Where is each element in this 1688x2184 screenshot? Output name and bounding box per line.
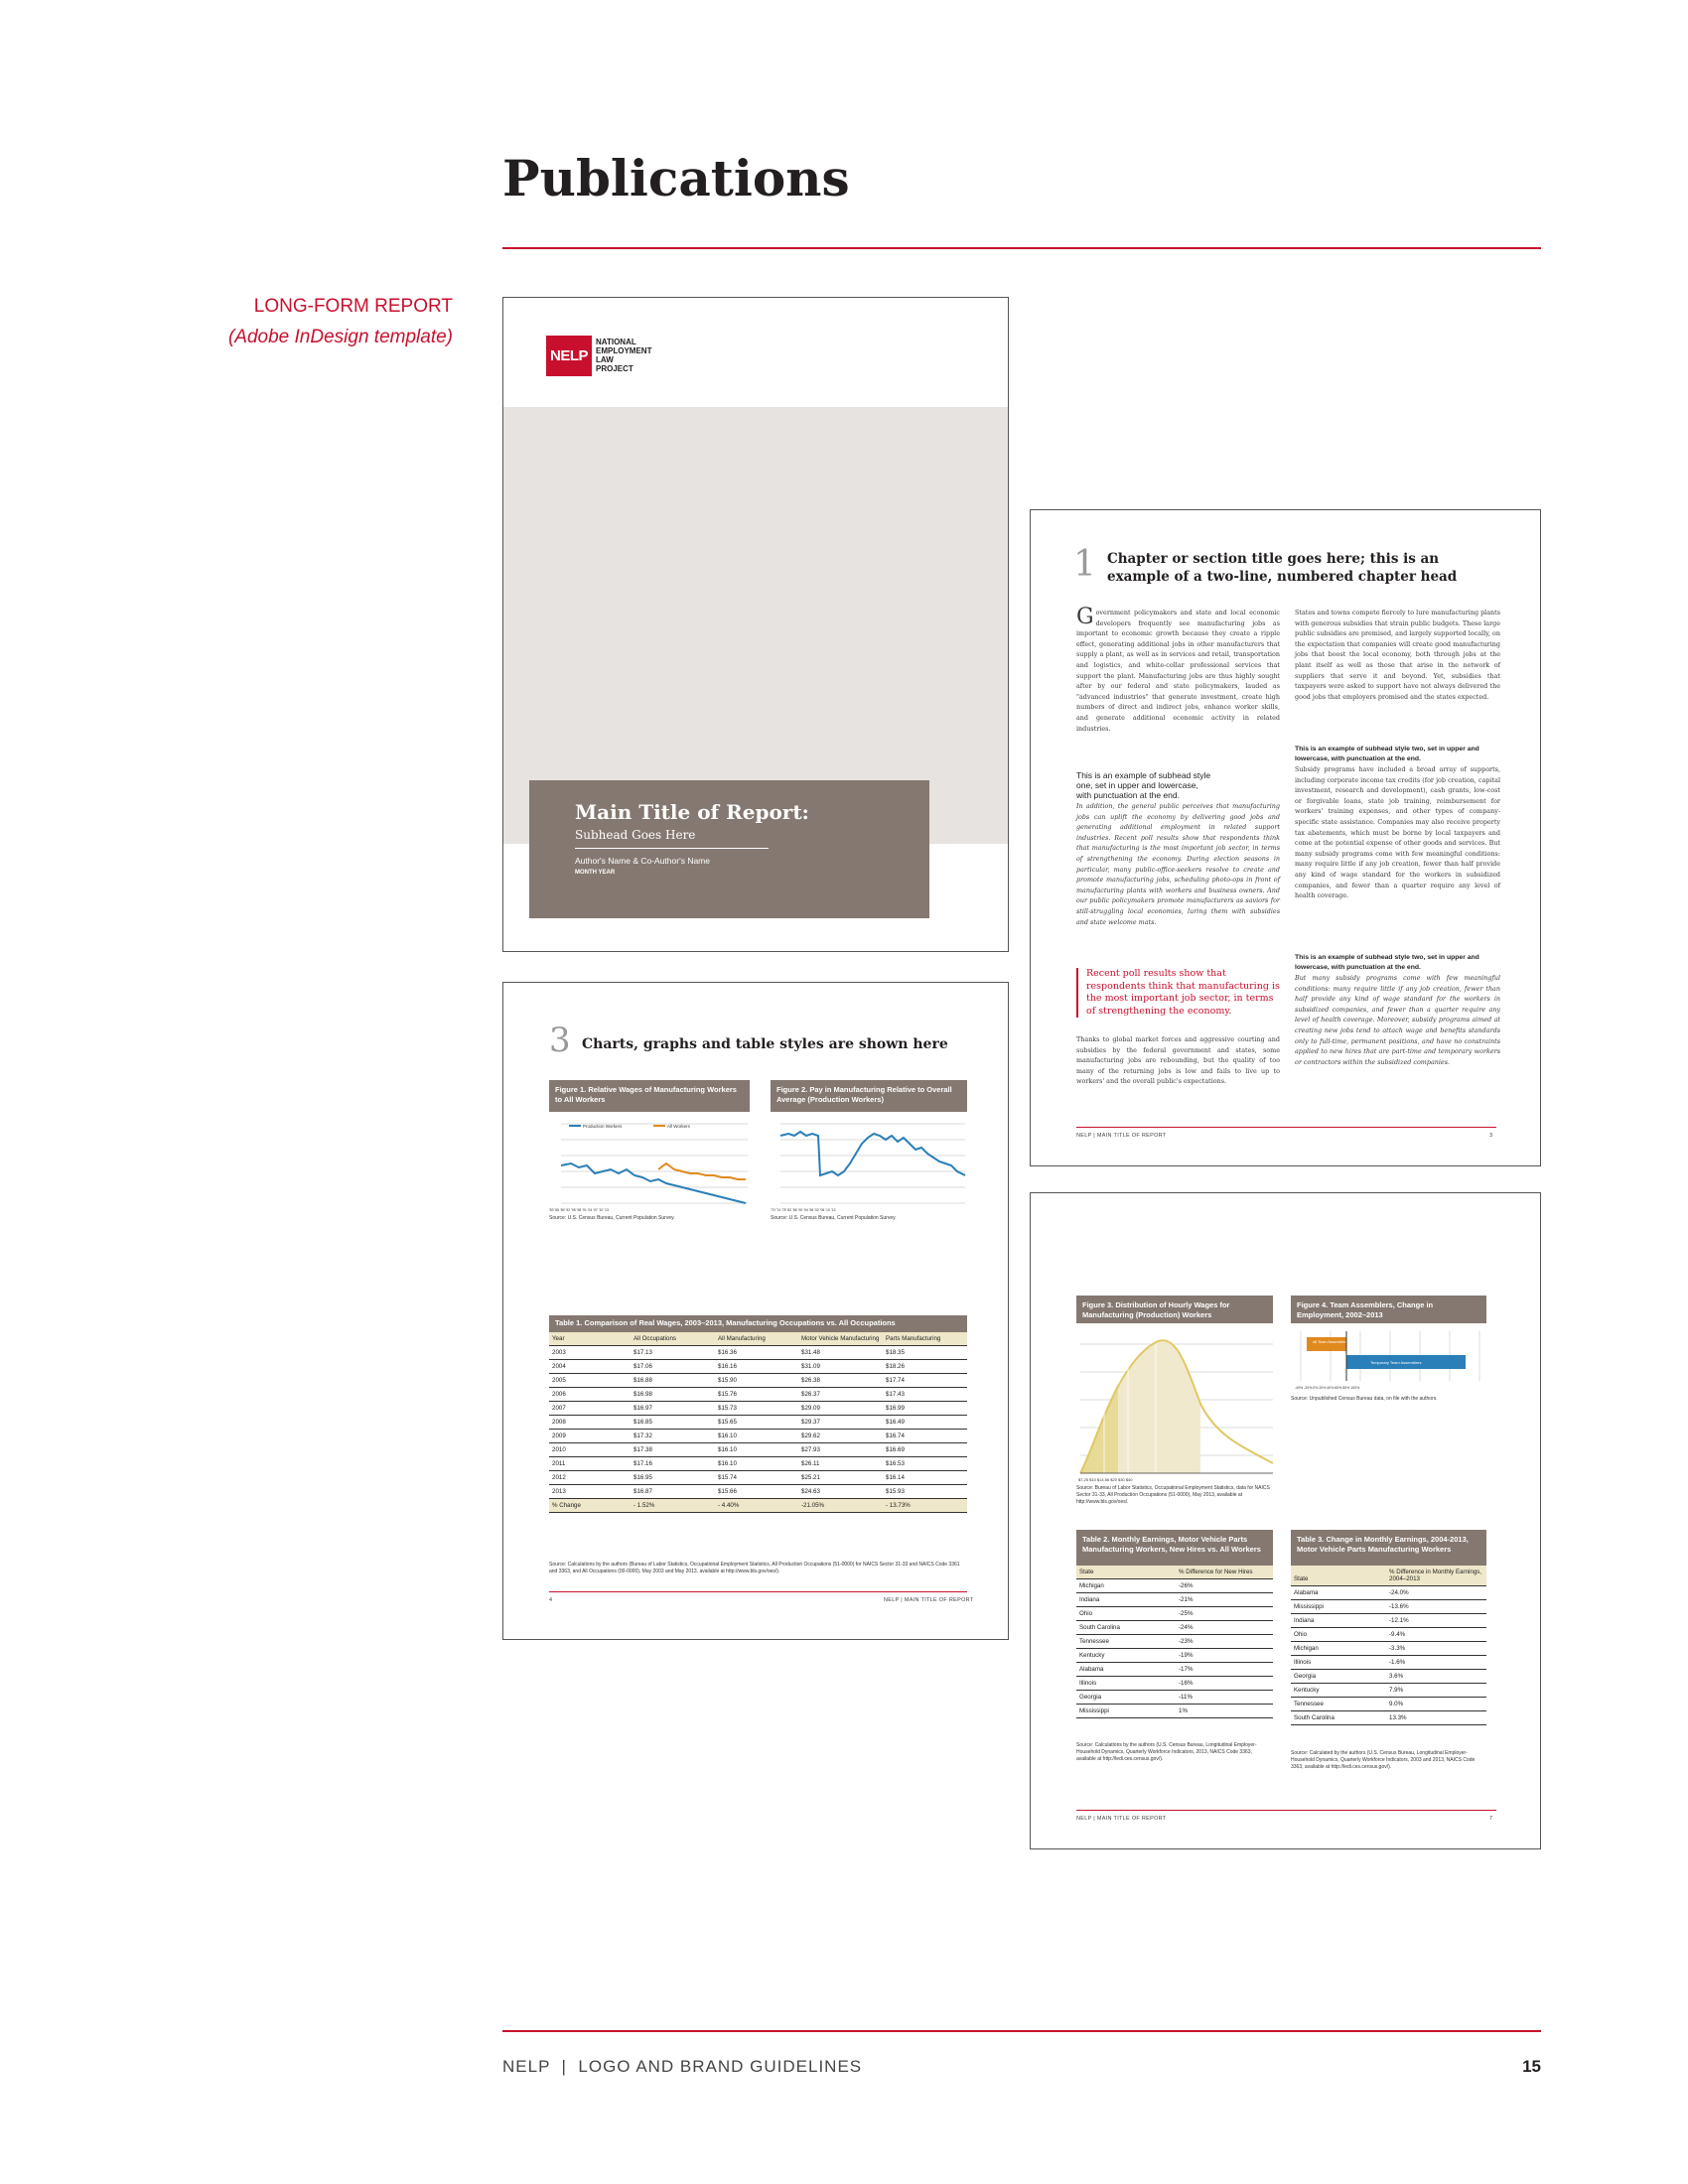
table-1-row-cell: $27.93 (798, 1443, 883, 1457)
nelp-logo (546, 333, 651, 378)
table-1-row-cell: $15.74 (715, 1471, 798, 1485)
table-1-row-cell: 2008 (549, 1416, 631, 1430)
table-3-row-cell: Ohio (1291, 1628, 1386, 1642)
table-1-row-cell: $29.37 (798, 1416, 883, 1430)
footer-rule (502, 2030, 1541, 2032)
table-3-row (1291, 1656, 1486, 1670)
header-rule (502, 247, 1541, 249)
table-1-row-cell: $25.21 (798, 1471, 883, 1485)
table-3-row (1291, 1628, 1486, 1642)
chapter-column-1: G overnment policymakers and state and local economic developers frequently see manufacturing jobs as important to economic growth because they create a ripple effect, generating additional jobs in other manufacturers that supply a plant, as well as in services and retail, transportation and logistics, and white-collar professional services that support the plant. Manufacturing jobs are thus highly sought after by our federal and state policymakers, lauded as "advanced industries" that generate investment, create high numbers of direct and indirect jobs, enhance worker skills, and generate additional economic activity in related industries. (1076, 605, 1280, 733)
charts-footer-rule (549, 1591, 967, 1592)
figure-2-title: Figure 2. Pay in Manufacturing Relative to Overall Average (Production Workers) (771, 1080, 967, 1112)
table-2-row-cell: -11% (1176, 1691, 1273, 1705)
table-1-row (549, 1374, 967, 1388)
table-3-row-cell: -13.6% (1386, 1600, 1486, 1614)
table-1-row (549, 1443, 967, 1457)
table-2-row-cell: Tennessee (1076, 1635, 1176, 1649)
table-3-row-cell: Georgia (1291, 1670, 1386, 1684)
table-1-row-total-cell: - 13.73% (883, 1499, 967, 1513)
table-1-row-cell: $16.16 (715, 1360, 798, 1374)
table-1-row-cell: 2011 (549, 1457, 631, 1471)
figure-3-chart (1076, 1324, 1273, 1483)
table-1-row (549, 1346, 967, 1360)
table-1-row-cell: 2004 (549, 1360, 631, 1374)
table-2-row-cell: -17% (1176, 1663, 1273, 1677)
figure-3-title: Figure 3. Distribution of Hourly Wages for Manufacturing (Production) Workers (1076, 1296, 1273, 1323)
section-sublabel: (Adobe InDesign template) (227, 327, 453, 347)
nelp-logo-mark: NELP (546, 336, 592, 376)
chapter-column-2-para2: Subsidy programs have included a broad array of supports, including corporate income tax credits (for job creation, capital investment, research and development), cash grants, low-cost or forgivable loans, state job training, reimbursement for workers' training expenses, and other types of company-specific state assistance. Companies may also receive property tax abatements, which must be borne by local taxpayers and come at the potential expense of other goods and services. But many subsidy programs come with few meaningful conditions: many require little if any job creation, fewer than half provide any kind of wage standard for the workers in subsidized companies, and fewer than a quarter require any level of health coverage. (1295, 765, 1500, 900)
figure-1-line-production (561, 1163, 746, 1203)
charts-footer-right: NELP | MAIN TITLE OF REPORT (884, 1597, 974, 1603)
table-1-row (549, 1388, 967, 1402)
chapter-footer-left: NELP | MAIN TITLE OF REPORT (1076, 1133, 1167, 1139)
figure-2-source: Source: U.S. Census Bureau, Current Population Survey. (771, 1215, 897, 1221)
figure-4-source: Source: Unpublished Census Bureau data, on file with the authors. (1291, 1396, 1438, 1402)
cover-date: MONTH YEAR (575, 870, 616, 876)
chapter-column-1-para2: In addition, the general public perceives that manufacturing jobs can uplift the economy by delivering good jobs and generating additional employment in related support industries. Recent poll results show that respondents think that manufacturing is the most important job sector, in terms of strengthening the economy. During election seasons in particular, many public-office-seekers resolve to create and promote manufacturing jobs, scheduling photo-ops in front of manufacturing plants with workers and business owners. And our public policymakers promote manufacturers as saviors for still-struggling local economies, luring them with subsidies and state welcome mats. (1076, 802, 1280, 926)
table-3-row (1291, 1614, 1486, 1628)
table-1-row-cell: 2012 (549, 1471, 631, 1485)
table-1-row-cell: 2013 (549, 1485, 631, 1499)
cover-title: Main Title of Report: (575, 800, 809, 824)
table-2-row-cell: Ohio (1076, 1607, 1176, 1621)
table-2-source: Source: Calculations by the authors (U.S. Census Bureau, Longitudinal Employer-Household Dynamics, Quarterly Workforce Indicators, 2013, NAICS Code 3363, available at http://ledi.ces.census.gov/). (1076, 1742, 1257, 1762)
table-1-row-cell: $16.10 (715, 1443, 798, 1457)
cover-image-placeholder (503, 407, 1008, 844)
table-2-row-cell: Kentucky (1076, 1649, 1176, 1663)
table-1-row-cell: $16.49 (883, 1416, 967, 1430)
table-1-row-cell: $17.74 (883, 1374, 967, 1388)
cover-authors: Author's Name & Co-Author's Name (575, 856, 710, 866)
table-1-row-cell: $16.69 (883, 1443, 967, 1457)
cover-subhead: Subhead Goes Here (575, 828, 696, 842)
table-1-row-cell: $15.90 (715, 1374, 798, 1388)
table-2-row-cell: Georgia (1076, 1691, 1176, 1705)
chapter-subhead-3: This is an example of subhead style two, set in upper and lowercase, with punctuation at the end. (1295, 954, 1479, 971)
table-1-row-cell: $15.76 (715, 1388, 798, 1402)
chapter-subhead-2: This is an example of subhead style two, set in upper and lowercase, with punctuation at the end. (1295, 746, 1479, 762)
table-2-row-cell: -26% (1176, 1579, 1273, 1593)
table-3-row (1291, 1684, 1486, 1698)
figure-1-legend-production: Production Workers (583, 1124, 623, 1129)
chapter-number: 1 (1073, 544, 1096, 585)
table-3-row (1291, 1586, 1486, 1600)
table-1-row-cell: $16.99 (883, 1402, 967, 1416)
charts-chapter-number: 3 (549, 1021, 571, 1060)
table-3-row (1291, 1600, 1486, 1614)
table-3-row (1291, 1698, 1486, 1711)
table-1-row-cell: $17.38 (631, 1443, 715, 1457)
table-1-row-cell: 2007 (549, 1402, 631, 1416)
chapter-column-2-para3: But many subsidy programs come with few meaningful conditions: many require little if any job creation, fewer than half provide any kind of wage standard for the workers in subsidized companies, and fewer than a quarter require any level of health coverage. Moreover, subsidy programs aimed at creating new jobs tend to attach wage and benefits standards only to full-time, permanent positions, and have no constraints applied to new hires that are part-time and temporary workers or contractors within the subsidized companies. (1295, 974, 1500, 1066)
table-1-row-cell: $16.10 (715, 1430, 798, 1443)
chapter-title: Chapter or section title goes here; this is an example of a two-line, numbered chapter head (1107, 551, 1458, 585)
table-1 (549, 1332, 967, 1513)
table-1-source: Source: Calculations by the authors (Bureau of Labor Statistics, Occupational Employment Statistics, All Production Occupations (51-0000) for NAICS Sector 31-33 and NAICS Code 3361 and 3363, and All Occupations (00-0000), May 2003 and May 2013, available at http://www.bls.gov/oes/). (549, 1562, 960, 1574)
table-2-row-cell: -19% (1176, 1649, 1273, 1663)
figure-1-chart (549, 1114, 750, 1213)
table-2-row-cell: Illinois (1076, 1677, 1176, 1691)
table-1-title: Table 1. Comparison of Real Wages, 2003–2013, Manufacturing Occupations vs. All Occupations (549, 1315, 967, 1332)
table-1-row-cell: $17.13 (631, 1346, 715, 1360)
table-1-row-cell: 2010 (549, 1443, 631, 1457)
table-1-row-cell: $15.93 (883, 1485, 967, 1499)
table-3-row (1291, 1670, 1486, 1684)
figure-1-source: Source: U.S. Census Bureau, Current Population Survey. (549, 1215, 675, 1221)
figure-4-chart (1291, 1327, 1486, 1393)
table-2-row-cell: Indiana (1076, 1593, 1176, 1607)
page-title: Publications (502, 149, 850, 207)
figure-1-title: Figure 1. Relative Wages of Manufacturing Workers to All Workers (549, 1080, 750, 1112)
table-3-row-cell: -3.3% (1386, 1642, 1486, 1656)
table-1-row-total-cell: - 1.52% (631, 1499, 715, 1513)
figure-2-x-axis-ticks: '70 '74 '78 '82 '86 '90 '94 '98 '02 '06 '10 '13 (771, 1208, 836, 1212)
table-3-row (1291, 1642, 1486, 1656)
table-2-row (1076, 1691, 1273, 1705)
table-3-row-cell: 13.3% (1386, 1711, 1486, 1725)
table-2-row (1076, 1607, 1273, 1621)
table-1-row-cell: $18.26 (883, 1360, 967, 1374)
footer-text: NELP | LOGO AND BRAND GUIDELINES (502, 2057, 863, 2076)
table-1-row (549, 1360, 967, 1374)
table-3-row (1291, 1711, 1486, 1725)
table-1-row-cell: 2005 (549, 1374, 631, 1388)
table-1-row-cell: $18.35 (883, 1346, 967, 1360)
table-2-row (1076, 1649, 1273, 1663)
cover-title-block (529, 780, 929, 918)
chapter-subhead-1: This is an example of subhead style one, set in upper and lowercase, with punctuation at the end. (1076, 770, 1211, 800)
figure-3-source: Source: Bureau of Labor Statistics, Occupational Employment Statistics, data for NAICS Sector 31-33, All Production Occupations (51-0000), May 2013, available at http://www.bls.gov/oes/. (1076, 1485, 1270, 1505)
table-2-row (1076, 1705, 1273, 1718)
figure-2-chart (771, 1114, 967, 1213)
table-1-row (549, 1485, 967, 1499)
table-3-row-cell: Illinois (1291, 1656, 1386, 1670)
table-2-row-cell: Michigan (1076, 1579, 1176, 1593)
table-1-row-cell: 2006 (549, 1388, 631, 1402)
tables-footer-rule (1076, 1810, 1496, 1811)
table-2-row (1076, 1663, 1273, 1677)
table-1-row (549, 1430, 967, 1443)
table-3-source: Source: Calculated by the authors (U.S. Census Bureau, Longitudinal Employer-Household Dynamics, Quarterly Workforce Indicators, 2003 and 2013, NAICS Code 3363, available at http://ledi.ces.census.gov/). (1291, 1750, 1476, 1770)
table-2-row-cell: Alabama (1076, 1663, 1176, 1677)
cover-divider (575, 848, 769, 849)
table-1-row-total-cell: % Change (549, 1499, 631, 1513)
figure-1-gridlines (561, 1124, 748, 1203)
table-1-row-cell: $16.97 (631, 1402, 715, 1416)
figure-4-label-all: All Team Assemblers (1313, 1340, 1348, 1344)
table-2-row (1076, 1579, 1273, 1593)
nelp-logo-words: NATIONAL EMPLOYMENT LAW PROJECT (596, 338, 652, 373)
table-1-row-cell: $16.95 (631, 1471, 715, 1485)
table-1-row-cell: $31.48 (798, 1346, 883, 1360)
table-1-row-cell: $16.88 (631, 1374, 715, 1388)
table-3-row-cell: -9.4% (1386, 1628, 1486, 1642)
figure-1-x-axis-ticks: '83 '86 '89 '92 '95 '98 '01 '04 '07 '10 '13 (549, 1208, 609, 1212)
table-1-row-cell: $16.53 (883, 1457, 967, 1471)
table-1-row-total (549, 1499, 967, 1513)
table-1-row-cell: $16.10 (715, 1457, 798, 1471)
table-1-header-row: Year All Occupations All Manufacturing Motor Vehicle Manufacturing Parts Manufacturing (549, 1332, 967, 1346)
table-1-row-cell: $31.09 (798, 1360, 883, 1374)
section-label: LONG-FORM REPORT (253, 296, 453, 317)
table-2-row-cell: -25% (1176, 1607, 1273, 1621)
table-3-row-cell: -1.6% (1386, 1656, 1486, 1670)
table-3-row-cell: Alabama (1291, 1586, 1386, 1600)
footer-page-number: 15 (1522, 2057, 1541, 2076)
table-2-row-cell: South Carolina (1076, 1621, 1176, 1635)
chapter-page-thumbnail (1030, 509, 1541, 1166)
pull-quote: Recent poll results show that respondents think that manufacturing is the most important job sector, in terms of strengthening the economy. (1076, 968, 1280, 1018)
table-1-row-cell: $16.85 (631, 1416, 715, 1430)
table-2-row (1076, 1621, 1273, 1635)
table-1-row-cell: $16.74 (883, 1430, 967, 1443)
table-1-row-cell: $17.06 (631, 1360, 715, 1374)
table-3-row-cell: 7.9% (1386, 1684, 1486, 1698)
table-2-header-row: State % Difference for New Hires (1076, 1566, 1273, 1579)
table-1-row-cell: $16.98 (631, 1388, 715, 1402)
table-1-row-cell: $24.63 (798, 1485, 883, 1499)
table-1-row-cell: $26.11 (798, 1457, 883, 1471)
table-1-row-cell: $16.36 (715, 1346, 798, 1360)
table-2-row-cell: 1% (1176, 1705, 1273, 1718)
table-3-row-cell: Mississippi (1291, 1600, 1386, 1614)
table-3-row-cell: Michigan (1291, 1642, 1386, 1656)
figure-2-line (780, 1132, 965, 1175)
table-2-row (1076, 1635, 1273, 1649)
charts-chapter-title: Charts, graphs and table styles are shown here (582, 1036, 948, 1052)
table-3-row-cell: -12.1% (1386, 1614, 1486, 1628)
figure-4-label-temp: Temporary Team Assemblers (1370, 1360, 1422, 1365)
cover-page-thumbnail (502, 297, 1009, 952)
table-1-row-cell: $16.14 (883, 1471, 967, 1485)
table-1-row-cell: $17.16 (631, 1457, 715, 1471)
chapter-column-2: States and towns compete fiercely to lure manufacturing plants with generous subsidies that strain public budgets. These large public subsidies are premised, and largely supported locally, on the expectation that companies will create good manufacturing jobs that boost the local economy, both through jobs at the plant itself as well as those that arise in the network of suppliers that serve it and beyond. Yet, subsidies that taxpayers were asked to support have not always delivered the good jobs that employers promised and the states expected. (1295, 609, 1500, 701)
table-1-row-cell: $15.73 (715, 1402, 798, 1416)
table-1-row-cell: $16.87 (631, 1485, 715, 1499)
table-1-row-total-cell: - 4.40% (715, 1499, 798, 1513)
table-3-row-cell: Indiana (1291, 1614, 1386, 1628)
charts-page-thumbnail (502, 982, 1009, 1640)
table-1-row (549, 1471, 967, 1485)
tables-page-thumbnail (1030, 1192, 1541, 1849)
table-1-row (549, 1402, 967, 1416)
table-3-row-cell: -24.0% (1386, 1586, 1486, 1600)
table-2-row-cell: -24% (1176, 1621, 1273, 1635)
table-3-row-cell: South Carolina (1291, 1711, 1386, 1725)
table-1-row-cell: $26.38 (798, 1374, 883, 1388)
table-1-row-cell: $17.32 (631, 1430, 715, 1443)
chapter-column-1-para3: Thanks to global market forces and aggressive courting and subsidies by the federal government and states, some manufacturing jobs are rebounding, but the quality of too many of the returning jobs is low and fails to live up to workers' and the overall public's expectations. (1076, 1035, 1280, 1086)
table-1-row-cell: $15.65 (715, 1416, 798, 1430)
table-1-row-total-cell: -21.05% (798, 1499, 883, 1513)
table-3-header-row: State % Difference in Monthly Earnings, 2004–2013 (1291, 1566, 1486, 1586)
chapter-footer-page: 3 (1489, 1133, 1493, 1139)
table-2-row-cell: Mississippi (1076, 1705, 1176, 1718)
table-3-row-cell: 9.0% (1386, 1698, 1486, 1711)
drop-cap: G (1076, 605, 1094, 629)
figure-4-title: Figure 4. Team Assemblers, Change in Employment, 2002–2013 (1291, 1296, 1486, 1323)
tables-footer-left: NELP | MAIN TITLE OF REPORT (1076, 1816, 1167, 1822)
table-1-row-cell: 2009 (549, 1430, 631, 1443)
table-2 (1076, 1566, 1273, 1718)
table-1-row (549, 1416, 967, 1430)
table-2-row-cell: -23% (1176, 1635, 1273, 1649)
figure-1-legend-all: All Workers (667, 1124, 690, 1129)
table-3-row-cell: 3.6% (1386, 1670, 1486, 1684)
table-3-row-cell: Tennessee (1291, 1698, 1386, 1711)
figure-3-x-ticks: $7.25 $10 $14.56 $20 $30 $40 (1078, 1477, 1133, 1482)
table-3-row-cell: Kentucky (1291, 1684, 1386, 1698)
table-1-row-cell: $29.09 (798, 1402, 883, 1416)
table-2-row (1076, 1677, 1273, 1691)
chapter-footer-rule (1076, 1127, 1496, 1128)
table-1-row-cell: $26.37 (798, 1388, 883, 1402)
table-2-title: Table 2. Monthly Earnings, Motor Vehicle Parts Manufacturing Workers, New Hires vs. All Workers (1076, 1530, 1273, 1566)
tables-footer-page: 7 (1489, 1816, 1493, 1822)
table-2-row (1076, 1593, 1273, 1607)
table-2-row-cell: -16% (1176, 1677, 1273, 1691)
table-1-row-cell: $29.62 (798, 1430, 883, 1443)
table-1-row-cell: $15.66 (715, 1485, 798, 1499)
figure-4-x-ticks: -40% -20% 0% 20% 40% 60% 80% 100% (1295, 1386, 1360, 1390)
table-3-title: Table 3. Change in Monthly Earnings, 2004-2013, Motor Vehicle Parts Manufacturing Workers (1291, 1530, 1486, 1566)
table-1-row-cell: $17.43 (883, 1388, 967, 1402)
table-2-row-cell: -21% (1176, 1593, 1273, 1607)
charts-footer-page: 4 (549, 1597, 553, 1603)
table-1-row (549, 1457, 967, 1471)
table-3 (1291, 1566, 1486, 1725)
table-1-row-cell: 2003 (549, 1346, 631, 1360)
